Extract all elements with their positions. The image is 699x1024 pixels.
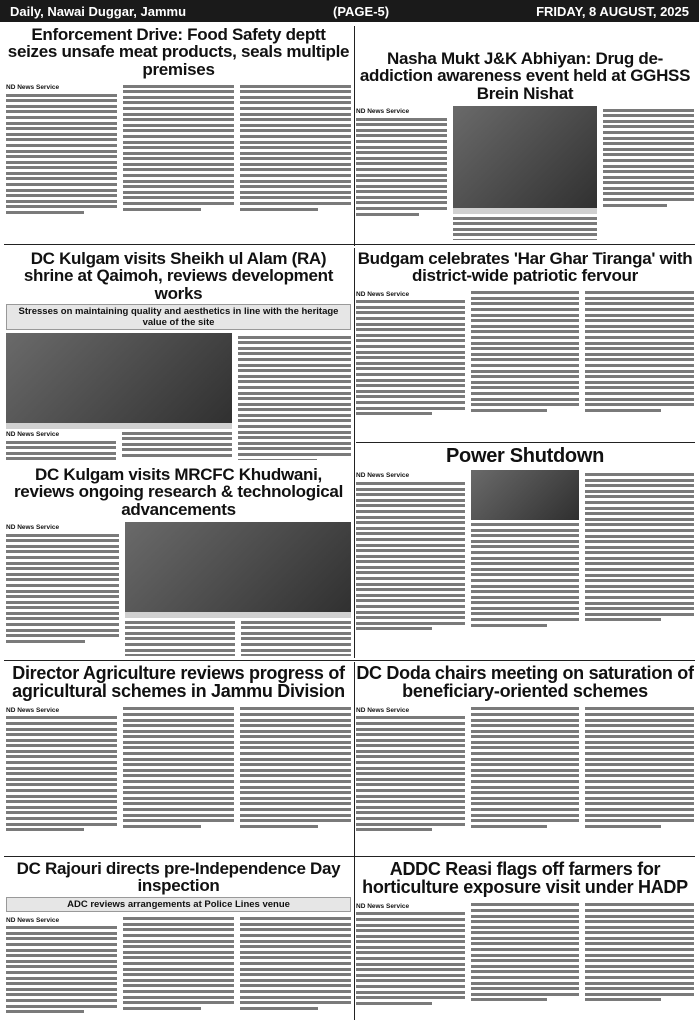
article-power-shutdown bbox=[356, 446, 694, 658]
masthead bbox=[0, 0, 699, 22]
article-column bbox=[471, 901, 580, 1008]
article-column bbox=[585, 705, 694, 834]
article-column bbox=[240, 705, 351, 834]
headline: DC Kulgam visits MRCFC Khudwani, reviews ongoing research & technological advancements bbox=[13, 466, 344, 519]
shrine-photo bbox=[6, 333, 232, 429]
byline: ND News Service bbox=[6, 523, 60, 531]
article-column bbox=[240, 82, 351, 217]
subheadline: Stresses on maintaining quality and aesthetics in line with the heritage value of the site bbox=[6, 304, 351, 330]
byline: ND News Service bbox=[356, 290, 410, 298]
article-nasha-mukt bbox=[356, 50, 694, 240]
article-column bbox=[356, 705, 465, 834]
byline: ND News Service bbox=[6, 430, 60, 438]
event-photo bbox=[453, 106, 598, 214]
newspaper-title: Daily, Nawai Duggar, Jammu bbox=[10, 3, 187, 19]
article-column bbox=[6, 522, 119, 656]
article-column bbox=[6, 333, 232, 460]
headline: ADDC Reasi flags off farmers for horticulture exposure visit under HADP bbox=[362, 860, 688, 898]
article-column bbox=[240, 915, 351, 1016]
headline: Director Agriculture reviews progress of agricultural schemes in Jammu Division bbox=[12, 664, 345, 702]
article-column bbox=[585, 470, 694, 633]
article-column bbox=[356, 106, 447, 240]
byline: ND News Service bbox=[356, 107, 410, 115]
page-number: (PAGE-5) bbox=[333, 3, 390, 19]
power-line-photo bbox=[471, 470, 580, 520]
article-column bbox=[6, 82, 117, 217]
article-column bbox=[471, 289, 580, 418]
article-food-safety bbox=[6, 26, 351, 236]
headline: Budgam celebrates 'Har Ghar Tiranga' with district-wide patriotic fervour bbox=[357, 250, 693, 286]
article-column bbox=[125, 522, 351, 656]
article-column bbox=[6, 705, 117, 834]
headline: DC Kulgam visits Sheikh ul Alam (RA) shrine at Qaimoh, reviews development works bbox=[23, 250, 334, 303]
headline: Enforcement Drive: Food Safety deptt seizes unsafe meat products, seals multiple premises bbox=[7, 26, 350, 79]
article-column bbox=[123, 705, 234, 834]
byline: ND News Service bbox=[356, 706, 410, 714]
article-column bbox=[471, 705, 580, 834]
article-addc-reasi bbox=[356, 860, 694, 1020]
article-column bbox=[356, 901, 465, 1008]
byline: ND News Service bbox=[356, 902, 410, 910]
article-column bbox=[585, 289, 694, 418]
article-column bbox=[453, 106, 598, 240]
byline: ND News Service bbox=[6, 916, 60, 924]
article-column bbox=[356, 289, 465, 418]
byline: ND News Service bbox=[356, 472, 410, 480]
article-column bbox=[603, 106, 694, 240]
article-column bbox=[585, 901, 694, 1008]
article-column bbox=[6, 915, 117, 1016]
article-dc-rajouri bbox=[6, 860, 351, 1020]
byline: ND News Service bbox=[6, 706, 60, 714]
article-dc-kulgam-mrcfc bbox=[6, 466, 351, 656]
headline: Power Shutdown bbox=[445, 446, 605, 467]
article-budgam-har-ghar-tiranga bbox=[356, 250, 694, 440]
article-column bbox=[356, 470, 465, 633]
headline: DC Doda chairs meeting on saturation of beneficiary-oriented schemes bbox=[356, 664, 694, 702]
article-dc-kulgam-shrine bbox=[6, 250, 351, 460]
article-director-agriculture bbox=[6, 664, 351, 854]
article-dc-doda bbox=[356, 664, 694, 854]
article-column bbox=[123, 915, 234, 1016]
article-column bbox=[123, 82, 234, 217]
article-column bbox=[471, 470, 580, 633]
byline: ND News Service bbox=[6, 83, 60, 91]
research-visit-photo bbox=[125, 522, 351, 618]
issue-date: FRIDAY, 8 AUGUST, 2025 bbox=[536, 3, 689, 19]
subheadline: ADC reviews arrangements at Police Lines venue bbox=[6, 897, 351, 912]
headline: DC Rajouri directs pre-Independence Day inspection bbox=[16, 860, 341, 896]
headline: Nasha Mukt J&K Abhiyan: Drug de-addiction awareness event held at GGHSS Brein Nishat bbox=[359, 50, 691, 103]
article-column bbox=[238, 333, 351, 460]
